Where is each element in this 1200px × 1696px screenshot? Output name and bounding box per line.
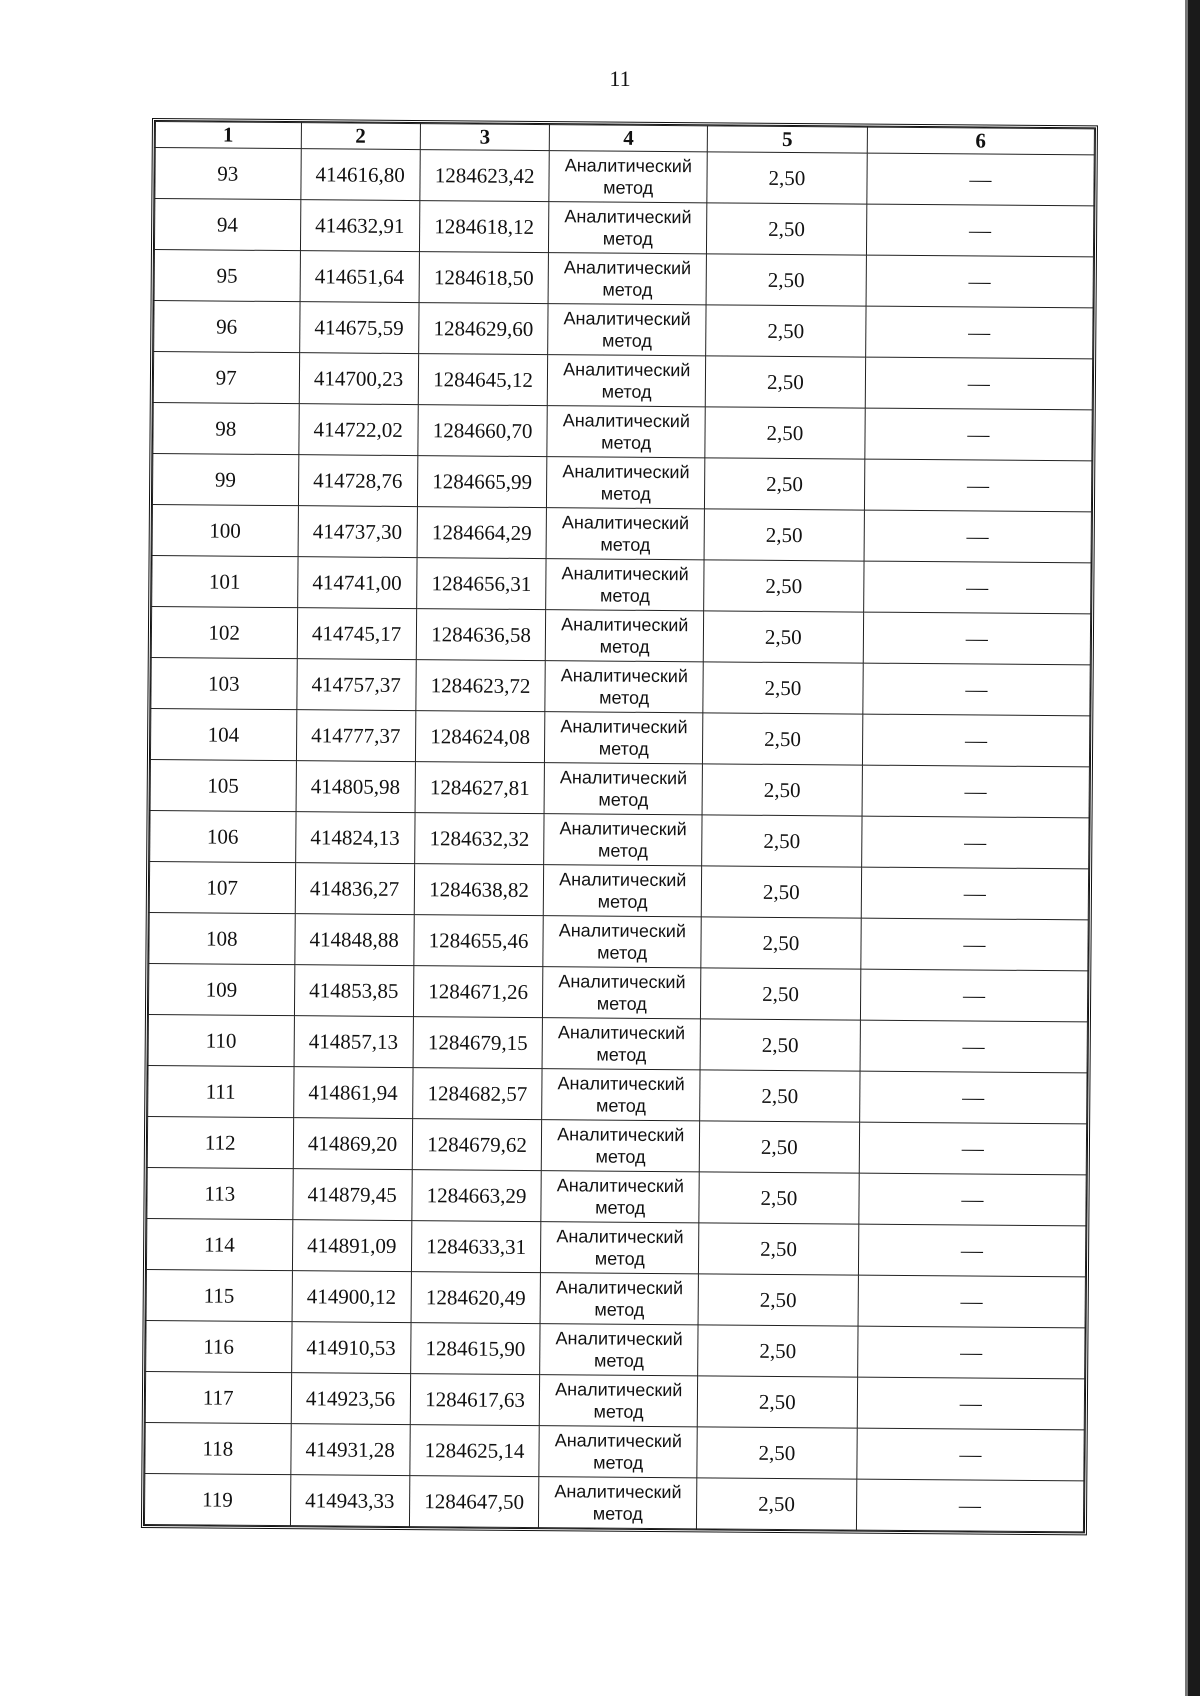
- method-line-2: метод: [601, 432, 652, 453]
- method-cell: [542, 1069, 700, 1121]
- method-cell: [540, 1273, 698, 1325]
- table-row: [145, 1422, 1084, 1480]
- method-line-1: Аналитический: [556, 1226, 684, 1248]
- header-col-4: 4: [550, 125, 708, 152]
- table-row: [150, 709, 1089, 767]
- x-coordinate-cell: 414757,37: [296, 659, 416, 711]
- description-cell: —: [861, 816, 1089, 869]
- description-cell: —: [866, 204, 1094, 257]
- method-line-1: Аналитический: [564, 155, 693, 177]
- y-coordinate-cell: 1284671,26: [413, 966, 543, 1018]
- method-cell: [540, 1375, 698, 1427]
- method-cell: [548, 355, 706, 407]
- method-line-1: Аналитический: [555, 1328, 683, 1350]
- description-cell: —: [859, 1173, 1087, 1226]
- description-cell: —: [867, 153, 1095, 206]
- x-coordinate-cell: 414616,80: [300, 149, 420, 201]
- table-row: [153, 403, 1092, 461]
- y-coordinate-cell: 1284679,62: [412, 1119, 542, 1171]
- method-line-2: метод: [595, 1095, 647, 1116]
- description-cell: —: [859, 1122, 1087, 1175]
- table-row: [152, 505, 1091, 563]
- method-line-1: Аналитический: [561, 512, 690, 534]
- table-row: [144, 1473, 1083, 1531]
- method-line-2: метод: [601, 330, 653, 351]
- method-line-2: метод: [600, 483, 651, 504]
- method-cell: [546, 508, 704, 560]
- method-cell: [545, 661, 703, 713]
- table-row: [154, 199, 1093, 257]
- y-coordinate-cell: 1284623,42: [420, 150, 550, 202]
- description-cell: —: [862, 714, 1090, 767]
- method-line-1: Аналитический: [564, 206, 692, 228]
- x-coordinate-cell: 414745,17: [297, 608, 417, 660]
- point-number-cell: 112: [147, 1116, 293, 1168]
- method-cell: [548, 253, 706, 305]
- method-cell: [544, 865, 702, 917]
- method-cell: [541, 1222, 699, 1274]
- y-coordinate-cell: 1284632,32: [414, 813, 544, 865]
- method-line-1: Аналитический: [562, 461, 690, 483]
- y-coordinate-cell: 1284615,90: [410, 1323, 540, 1375]
- method-line-1: Аналитический: [561, 563, 689, 585]
- coordinates-table: [141, 118, 1098, 1535]
- method-line-1: Аналитический: [560, 665, 689, 687]
- method-cell: [542, 1120, 700, 1172]
- accuracy-cell: 2,50: [699, 1172, 859, 1224]
- accuracy-cell: 2,50: [702, 764, 862, 816]
- method-cell: [547, 457, 705, 509]
- method-line-2: метод: [601, 381, 652, 402]
- x-coordinate-cell: 414900,12: [292, 1271, 412, 1323]
- accuracy-cell: 2,50: [703, 662, 863, 714]
- x-coordinate-cell: 414741,00: [297, 557, 417, 609]
- accuracy-cell: 2,50: [699, 1121, 859, 1173]
- method-line-1: Аналитический: [563, 257, 692, 279]
- y-coordinate-cell: 1284660,70: [418, 405, 548, 457]
- table-row: [148, 964, 1087, 1022]
- description-cell: —: [861, 918, 1089, 971]
- table-row: [151, 607, 1090, 665]
- description-cell: —: [858, 1275, 1086, 1328]
- method-cell: [541, 1171, 699, 1223]
- y-coordinate-cell: 1284645,12: [418, 354, 548, 406]
- point-number-cell: 96: [154, 301, 300, 353]
- table-row: [149, 862, 1088, 920]
- description-cell: —: [863, 561, 1091, 614]
- accuracy-cell: 2,50: [705, 407, 865, 459]
- point-number-cell: 102: [151, 607, 297, 659]
- table-row: [155, 148, 1094, 206]
- accuracy-cell: 2,50: [706, 254, 866, 306]
- accuracy-cell: 2,50: [698, 1274, 858, 1326]
- method-line-1: Аналитический: [559, 767, 688, 789]
- method-line-2: метод: [595, 1197, 646, 1218]
- x-coordinate-cell: 414857,13: [294, 1016, 414, 1068]
- method-line-2: метод: [594, 1248, 645, 1269]
- point-number-cell: 107: [149, 862, 295, 914]
- y-coordinate-cell: 1284638,82: [414, 864, 544, 916]
- table-row: [147, 1167, 1086, 1225]
- accuracy-cell: 2,50: [705, 458, 865, 510]
- method-line-2: метод: [592, 1503, 643, 1524]
- point-number-cell: 106: [150, 811, 296, 863]
- x-coordinate-cell: 414861,94: [293, 1067, 413, 1119]
- method-line-1: Аналитический: [560, 716, 688, 738]
- accuracy-cell: 2,50: [697, 1376, 857, 1428]
- x-coordinate-cell: 414737,30: [298, 506, 418, 558]
- x-coordinate-cell: 414805,98: [296, 761, 416, 813]
- method-cell: [549, 151, 707, 203]
- description-cell: —: [863, 663, 1091, 716]
- point-number-cell: 114: [146, 1218, 292, 1270]
- y-coordinate-cell: 1284682,57: [412, 1068, 542, 1120]
- table-row: [148, 1065, 1087, 1123]
- method-line-2: метод: [597, 942, 648, 963]
- header-col-5: 5: [707, 126, 867, 153]
- point-number-cell: 99: [152, 454, 298, 506]
- x-coordinate-cell: 414891,09: [292, 1220, 412, 1272]
- method-line-1: Аналитический: [557, 1073, 685, 1095]
- description-cell: —: [863, 612, 1091, 665]
- table-row: [146, 1320, 1085, 1378]
- method-cell: [540, 1324, 698, 1376]
- point-number-cell: 94: [154, 199, 300, 251]
- point-number-cell: 117: [145, 1371, 291, 1423]
- accuracy-cell: 2,50: [698, 1325, 858, 1377]
- method-cell: [548, 304, 706, 356]
- x-coordinate-cell: 414836,27: [295, 863, 415, 915]
- method-line-2: метод: [599, 585, 651, 606]
- point-number-cell: 105: [150, 760, 296, 812]
- y-coordinate-cell: 1284618,12: [419, 201, 549, 253]
- x-coordinate-cell: 414728,76: [298, 455, 418, 507]
- method-line-2: метод: [593, 1350, 645, 1371]
- accuracy-cell: 2,50: [707, 152, 867, 204]
- method-line-2: метод: [593, 1452, 644, 1473]
- method-cell: [539, 1426, 697, 1478]
- accuracy-cell: 2,50: [699, 1223, 859, 1275]
- method-line-2: метод: [597, 891, 648, 912]
- accuracy-cell: 2,50: [704, 509, 864, 561]
- x-coordinate-cell: 414632,91: [300, 200, 420, 252]
- method-line-2: метод: [597, 840, 649, 861]
- accuracy-cell: 2,50: [701, 968, 861, 1020]
- description-cell: —: [858, 1224, 1086, 1277]
- y-coordinate-cell: 1284624,08: [415, 711, 545, 763]
- accuracy-cell: 2,50: [705, 356, 865, 408]
- description-cell: —: [856, 1479, 1084, 1532]
- y-coordinate-cell: 1284627,81: [415, 762, 545, 814]
- point-number-cell: 101: [152, 556, 298, 608]
- accuracy-cell: 2,50: [697, 1427, 857, 1479]
- accuracy-cell: 2,50: [704, 560, 864, 612]
- header-col-3: 3: [420, 124, 550, 151]
- x-coordinate-cell: 414848,88: [294, 914, 414, 966]
- table-row: [154, 250, 1093, 308]
- point-number-cell: 100: [152, 505, 298, 557]
- point-number-cell: 118: [145, 1422, 291, 1474]
- point-number-cell: 119: [144, 1473, 290, 1525]
- x-coordinate-cell: 414853,85: [294, 965, 414, 1017]
- method-line-1: Аналитический: [555, 1379, 683, 1401]
- description-cell: —: [865, 408, 1093, 461]
- table-row: [149, 913, 1088, 971]
- method-line-1: Аналитический: [559, 869, 687, 891]
- method-cell: [544, 814, 702, 866]
- method-line-1: Аналитический: [555, 1277, 684, 1299]
- header-col-6: 6: [867, 127, 1094, 155]
- method-cell: [544, 763, 702, 815]
- x-coordinate-cell: 414931,28: [290, 1424, 410, 1476]
- method-cell: [546, 559, 704, 611]
- method-line-1: Аналитический: [562, 410, 691, 432]
- method-line-2: метод: [598, 738, 649, 759]
- description-cell: —: [865, 357, 1093, 410]
- method-line-1: Аналитический: [558, 920, 687, 942]
- method-line-1: Аналитический: [556, 1175, 685, 1197]
- table-row: [150, 811, 1089, 869]
- method-line-2: метод: [596, 1044, 647, 1065]
- y-coordinate-cell: 1284623,72: [416, 660, 546, 712]
- y-coordinate-cell: 1284664,29: [417, 507, 547, 559]
- description-cell: —: [859, 1071, 1087, 1124]
- y-coordinate-cell: 1284656,31: [416, 558, 546, 610]
- description-cell: —: [861, 867, 1089, 920]
- description-cell: —: [857, 1428, 1085, 1481]
- x-coordinate-cell: 414722,02: [298, 404, 418, 456]
- point-number-cell: 95: [154, 250, 300, 302]
- description-cell: —: [866, 255, 1094, 308]
- method-cell: [546, 610, 704, 662]
- y-coordinate-cell: 1284617,63: [410, 1374, 540, 1426]
- point-number-cell: 93: [155, 148, 301, 200]
- point-number-cell: 98: [153, 403, 299, 455]
- point-number-cell: 116: [146, 1320, 292, 1372]
- method-line-1: Аналитический: [559, 818, 687, 840]
- method-line-1: Аналитический: [563, 308, 691, 330]
- description-cell: —: [860, 969, 1088, 1022]
- point-number-cell: 113: [147, 1167, 293, 1219]
- x-coordinate-cell: 414700,23: [299, 353, 419, 405]
- description-cell: —: [857, 1377, 1085, 1430]
- table-row: [154, 301, 1093, 359]
- accuracy-cell: 2,50: [701, 866, 861, 918]
- x-coordinate-cell: 414675,59: [299, 302, 419, 354]
- table-row: [151, 658, 1090, 716]
- method-line-1: Аналитический: [557, 1022, 686, 1044]
- method-line-2: метод: [598, 789, 649, 810]
- page-edge: [1188, 0, 1200, 1696]
- x-coordinate-cell: 414943,33: [290, 1475, 410, 1527]
- x-coordinate-cell: 414869,20: [293, 1118, 413, 1170]
- method-cell: [539, 1477, 697, 1529]
- page-number: 11: [609, 66, 631, 91]
- y-coordinate-cell: 1284618,50: [419, 252, 549, 304]
- point-number-cell: 97: [153, 352, 299, 404]
- point-number-cell: 104: [150, 709, 296, 761]
- method-cell: [543, 967, 701, 1019]
- y-coordinate-cell: 1284625,14: [410, 1425, 540, 1477]
- table-row: [145, 1371, 1084, 1429]
- method-cell: [542, 1018, 700, 1070]
- accuracy-cell: 2,50: [700, 1070, 860, 1122]
- x-coordinate-cell: 414777,37: [296, 710, 416, 762]
- accuracy-cell: 2,50: [706, 305, 866, 357]
- method-line-1: Аналитический: [554, 1430, 683, 1452]
- method-line-2: метод: [599, 687, 650, 708]
- table-row: [150, 760, 1089, 818]
- method-line-2: метод: [602, 279, 653, 300]
- table-row: [152, 556, 1091, 614]
- table-row: [146, 1218, 1085, 1276]
- method-line-2: метод: [603, 177, 654, 198]
- method-line-2: метод: [595, 1146, 646, 1167]
- method-line-2: метод: [599, 636, 650, 657]
- accuracy-cell: 2,50: [703, 713, 863, 765]
- description-cell: —: [862, 765, 1090, 818]
- y-coordinate-cell: 1284663,29: [412, 1170, 542, 1222]
- description-cell: —: [865, 306, 1093, 359]
- x-coordinate-cell: 414879,45: [292, 1169, 412, 1221]
- method-line-2: метод: [594, 1299, 645, 1320]
- method-line-1: Аналитический: [563, 359, 691, 381]
- table-row: [148, 1014, 1087, 1072]
- accuracy-cell: 2,50: [697, 1478, 857, 1530]
- accuracy-cell: 2,50: [700, 1019, 860, 1071]
- method-line-2: метод: [600, 534, 651, 555]
- x-coordinate-cell: 414651,64: [300, 251, 420, 303]
- accuracy-cell: 2,50: [707, 203, 867, 255]
- point-number-cell: 110: [148, 1014, 294, 1066]
- method-line-2: метод: [593, 1401, 644, 1422]
- method-line-1: Аналитический: [554, 1481, 682, 1503]
- table-row: [147, 1116, 1086, 1174]
- method-line-1: Аналитический: [557, 1124, 685, 1146]
- accuracy-cell: 2,50: [701, 917, 861, 969]
- point-number-cell: 115: [146, 1269, 292, 1321]
- method-cell: [549, 202, 707, 254]
- description-cell: —: [864, 510, 1092, 563]
- table-row: [146, 1269, 1085, 1327]
- method-line-2: метод: [602, 228, 653, 249]
- header-col-2: 2: [301, 123, 420, 150]
- y-coordinate-cell: 1284665,99: [417, 456, 547, 508]
- x-coordinate-cell: 414910,53: [291, 1322, 411, 1374]
- y-coordinate-cell: 1284629,60: [418, 303, 548, 355]
- point-number-cell: 111: [148, 1065, 294, 1117]
- y-coordinate-cell: 1284679,15: [413, 1017, 543, 1069]
- point-number-cell: 109: [148, 964, 294, 1016]
- table-row: [153, 352, 1092, 410]
- method-line-1: Аналитический: [558, 971, 686, 993]
- y-coordinate-cell: 1284636,58: [416, 609, 546, 661]
- table-body: [144, 148, 1094, 1532]
- description-cell: —: [864, 459, 1092, 512]
- y-coordinate-cell: 1284655,46: [414, 915, 544, 967]
- header-col-1: 1: [155, 122, 301, 149]
- method-cell: [545, 712, 703, 764]
- method-cell: [543, 916, 701, 968]
- method-line-1: Аналитический: [561, 614, 689, 636]
- accuracy-cell: 2,50: [702, 815, 862, 867]
- y-coordinate-cell: 1284647,50: [409, 1476, 539, 1528]
- method-line-2: метод: [596, 993, 647, 1014]
- table-row: [152, 454, 1091, 512]
- description-cell: —: [857, 1326, 1085, 1379]
- y-coordinate-cell: 1284620,49: [411, 1272, 541, 1324]
- accuracy-cell: 2,50: [703, 611, 863, 663]
- x-coordinate-cell: 414824,13: [295, 812, 415, 864]
- method-cell: [547, 406, 705, 458]
- y-coordinate-cell: 1284633,31: [411, 1221, 541, 1273]
- point-number-cell: 103: [151, 658, 297, 710]
- x-coordinate-cell: 414923,56: [291, 1373, 411, 1425]
- description-cell: —: [860, 1020, 1088, 1073]
- point-number-cell: 108: [149, 913, 295, 965]
